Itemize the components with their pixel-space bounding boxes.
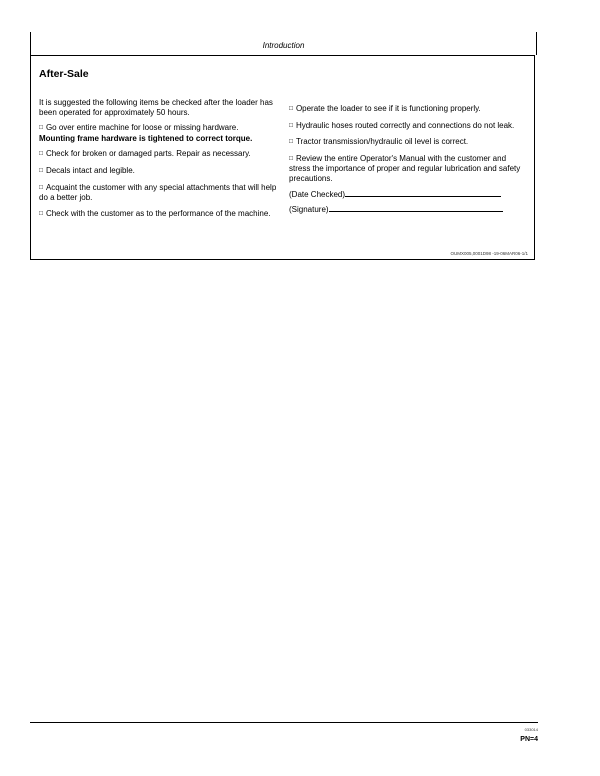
checklist-item bbox=[289, 104, 529, 115]
checklist-item bbox=[39, 166, 281, 177]
checkbox-icon: □ bbox=[39, 150, 43, 158]
intro-paragraph: It is suggested the following items be checked after the loader has been operated for approximately 50 hours. bbox=[39, 98, 273, 117]
right-column bbox=[289, 104, 529, 221]
checklist-item bbox=[39, 123, 281, 143]
checklist-item-text: Operate the loader to see if it is functioning properly. bbox=[295, 104, 481, 113]
checklist-item-text: Check for broken or damaged parts. Repair as necessary. bbox=[45, 149, 251, 159]
date-checked-label: (Date Checked) bbox=[289, 189, 346, 199]
checklist-item bbox=[289, 154, 529, 184]
left-column bbox=[39, 98, 281, 225]
footer-small-code: 033014 bbox=[524, 727, 538, 732]
checkbox-icon: □ bbox=[289, 138, 293, 146]
checklist-item bbox=[289, 121, 529, 132]
checkbox-icon: □ bbox=[39, 124, 43, 132]
checkbox-icon: □ bbox=[289, 121, 293, 129]
date-checked-line bbox=[289, 190, 529, 200]
signature-line bbox=[289, 205, 529, 215]
date-checked-blank[interactable] bbox=[345, 196, 501, 197]
checklist-item-text: Check with the customer as to the performance of the machine. bbox=[45, 208, 271, 218]
checkbox-icon: □ bbox=[39, 209, 43, 217]
checklist-item-text: Go over entire machine for loose or missing hardware. bbox=[45, 123, 239, 133]
checklist-item-emphasis: Mounting frame hardware is tightened to correct torque. bbox=[39, 133, 253, 143]
checkbox-icon: □ bbox=[289, 105, 293, 112]
checklist-item bbox=[39, 149, 281, 160]
signature-blank[interactable] bbox=[329, 211, 503, 212]
checklist-item bbox=[289, 137, 529, 148]
signature-label: (Signature) bbox=[289, 205, 329, 215]
checklist-item-text: Tractor transmission/hydraulic oil level is correct. bbox=[295, 137, 469, 147]
after-sale-section bbox=[30, 55, 535, 260]
checkbox-icon: □ bbox=[39, 183, 43, 191]
footer-rule bbox=[30, 722, 538, 723]
checklist-item bbox=[39, 209, 281, 220]
page-header-title: Introduction bbox=[262, 41, 305, 50]
checklist-item-text: Decals intact and legible. bbox=[45, 165, 135, 175]
checklist-item-text: Hydraulic hoses routed correctly and connections do not leak. bbox=[295, 120, 515, 130]
checkbox-icon: □ bbox=[289, 154, 293, 162]
checklist-item bbox=[39, 183, 281, 203]
section-heading: After-Sale bbox=[39, 68, 89, 80]
checklist-item-text: Review the entire Operator's Manual with the customer and stress the importance of proper and regular lubrication and safety precautions. bbox=[289, 153, 521, 183]
checkbox-icon: □ bbox=[39, 166, 43, 174]
page-number: PN=4 bbox=[520, 736, 538, 743]
reference-code: OUMX005,0001D98 -19-06MAR06-1/1 bbox=[450, 251, 528, 256]
checklist-item-text: Acquaint the customer with any special attachments that will help do a better job. bbox=[39, 182, 277, 203]
